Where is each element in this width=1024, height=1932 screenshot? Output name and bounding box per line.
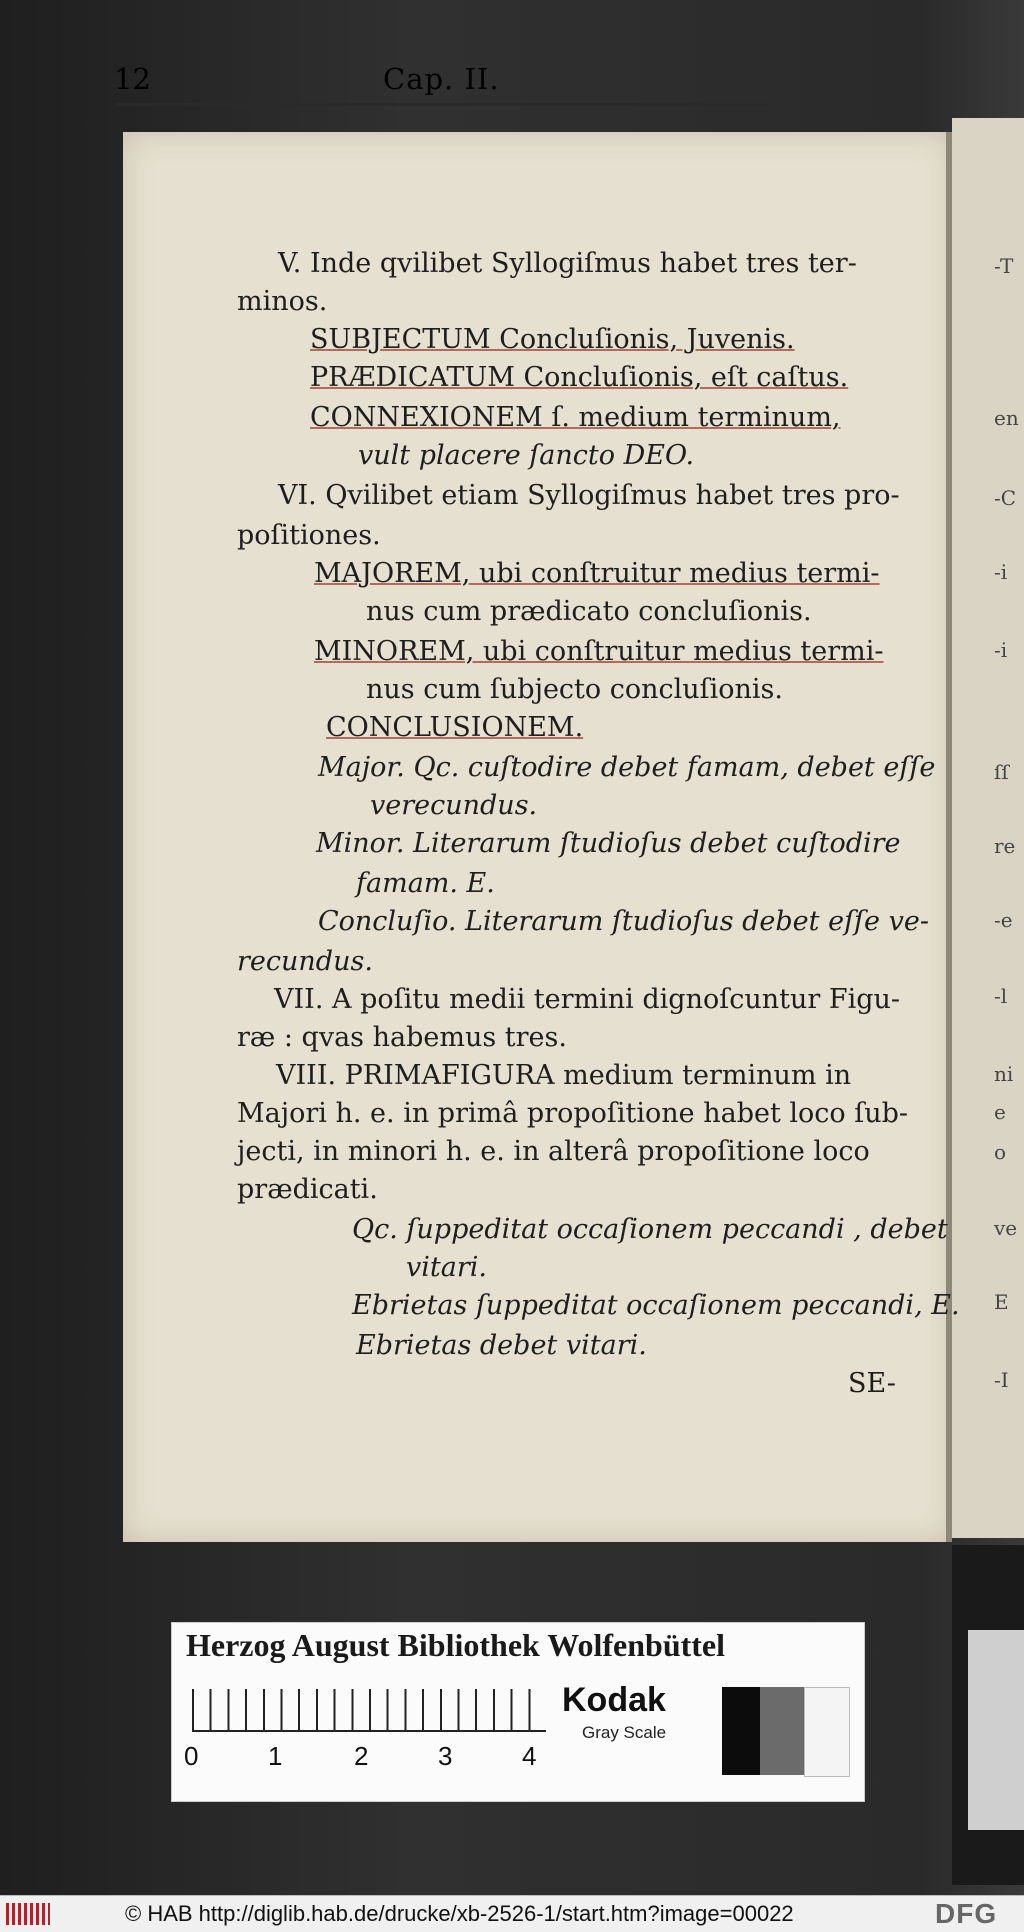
text-line: CONCLUSIONEM. — [326, 712, 584, 743]
facing-fragment: re — [994, 834, 1016, 858]
facing-fragment: -l — [994, 984, 1008, 1008]
text-line: recundus. — [237, 946, 373, 977]
facing-fragment: -i — [994, 560, 1008, 584]
text-line: Ebrietas ſuppeditat occaſionem peccandi, E. — [352, 1290, 960, 1321]
text-line: famam. E. — [356, 868, 495, 899]
ruler-baseline — [192, 1730, 546, 1732]
text-line: nus cum prædicato concluſionis. — [366, 596, 812, 627]
ruler-number: 4 — [522, 1741, 537, 1771]
facing-page-edge — [952, 118, 1024, 1538]
ruler-ticks — [192, 1689, 546, 1731]
text-line: Major. Qc. cuſtodire debet famam, debet eſſe — [318, 752, 936, 783]
ruler-number: 3 — [438, 1741, 453, 1771]
text-line: Concluſio. Literarum ſtudioſus debet eſſe ve- — [318, 906, 929, 937]
text-line: Minor. Literarum ſtudioſus debet cuſtodire — [316, 828, 901, 859]
swatch-black — [722, 1687, 760, 1775]
facing-fragment: -T — [994, 254, 1014, 278]
text-line: jecti, in minori h. e. in alterâ propoſitione loco — [237, 1136, 870, 1167]
facing-fragment: E — [994, 1290, 1009, 1314]
facing-fragment: -I — [994, 1368, 1009, 1392]
text-line: ræ : qvas habemus tres. — [237, 1022, 567, 1053]
text-line: Qc. ſuppeditat occaſionem peccandi , debet — [352, 1214, 948, 1245]
facing-fragment: -i — [994, 638, 1008, 662]
facing-fragment: -e — [994, 908, 1013, 932]
text-line: vitari. — [406, 1252, 487, 1283]
text-line: vult placere ſancto DEO. — [358, 440, 695, 471]
text-line: PRÆDICATUM Concluſionis, eſt caſtus. — [310, 362, 849, 393]
facing-fragment: en — [994, 406, 1019, 430]
text-line: Majori h. e. in primâ propoſitione habet loco ſub- — [237, 1098, 909, 1129]
text-line: SUBJECTUM Concluſionis, Juvenis. — [310, 324, 795, 355]
facing-fragment: ve — [994, 1216, 1018, 1240]
page-number: 12 — [114, 62, 151, 96]
ruler-number: 2 — [354, 1741, 369, 1771]
text-line: VI. Qvilibet etiam Syllogiſmus habet tres pro- — [278, 480, 900, 511]
text-line: Ebrietas debet vitari. — [356, 1330, 647, 1361]
swatch-white — [804, 1687, 850, 1777]
text-line: VIII. PRIMAFIGURA medium terminum in — [276, 1060, 852, 1091]
catchword: SE- — [848, 1368, 896, 1399]
text-line: MAJOREM, ubi conſtruitur medius termi- — [314, 558, 880, 589]
text-line: nus cum ſubjecto concluſionis. — [366, 674, 783, 705]
text-line: poſitiones. — [237, 520, 381, 551]
color-target-card — [171, 1622, 865, 1802]
facing-fragment: -C — [994, 486, 1017, 510]
ruler-number: 1 — [268, 1741, 283, 1771]
hab-barcode-icon — [6, 1903, 50, 1925]
kodak-logo: Kodak — [562, 1681, 666, 1719]
facing-fragment: ni — [994, 1062, 1014, 1086]
header-rule — [116, 103, 771, 106]
swatch-gray — [760, 1687, 804, 1775]
ruler-number: 0 — [184, 1741, 199, 1771]
text-line: prædicati. — [237, 1174, 378, 1205]
text-line: V. Inde qvilibet Syllogiſmus habet tres ter- — [278, 248, 857, 279]
library-name: Herzog August Bibliothek Wolfenbüttel — [186, 1627, 726, 1663]
text-line: verecundus. — [370, 790, 538, 821]
dfg-logo: DFG — [935, 1898, 998, 1929]
facing-fragment: e — [994, 1100, 1006, 1124]
footer-bar — [0, 1895, 1024, 1932]
text-line: VII. A poſitu medii termini dignoſcuntur Figu- — [274, 984, 900, 1015]
facing-fragment: ſſ — [994, 760, 1009, 784]
chapter-heading: Cap. II. — [383, 62, 500, 96]
gray-scale-label: Gray Scale — [582, 1723, 667, 1742]
copyright-link[interactable]: © HAB http://diglib.hab.de/drucke/xb-2526-1/start.htm?image=00022 — [125, 1901, 794, 1926]
text-line: minos. — [237, 286, 328, 317]
shelf-label — [968, 1630, 1024, 1830]
text-line: MINOREM, ubi conſtruitur medius termi- — [314, 636, 884, 667]
facing-fragment: o — [994, 1140, 1007, 1164]
page-gutter — [946, 132, 952, 1542]
text-line: CONNEXIONEM ſ. medium terminum, — [310, 402, 841, 433]
